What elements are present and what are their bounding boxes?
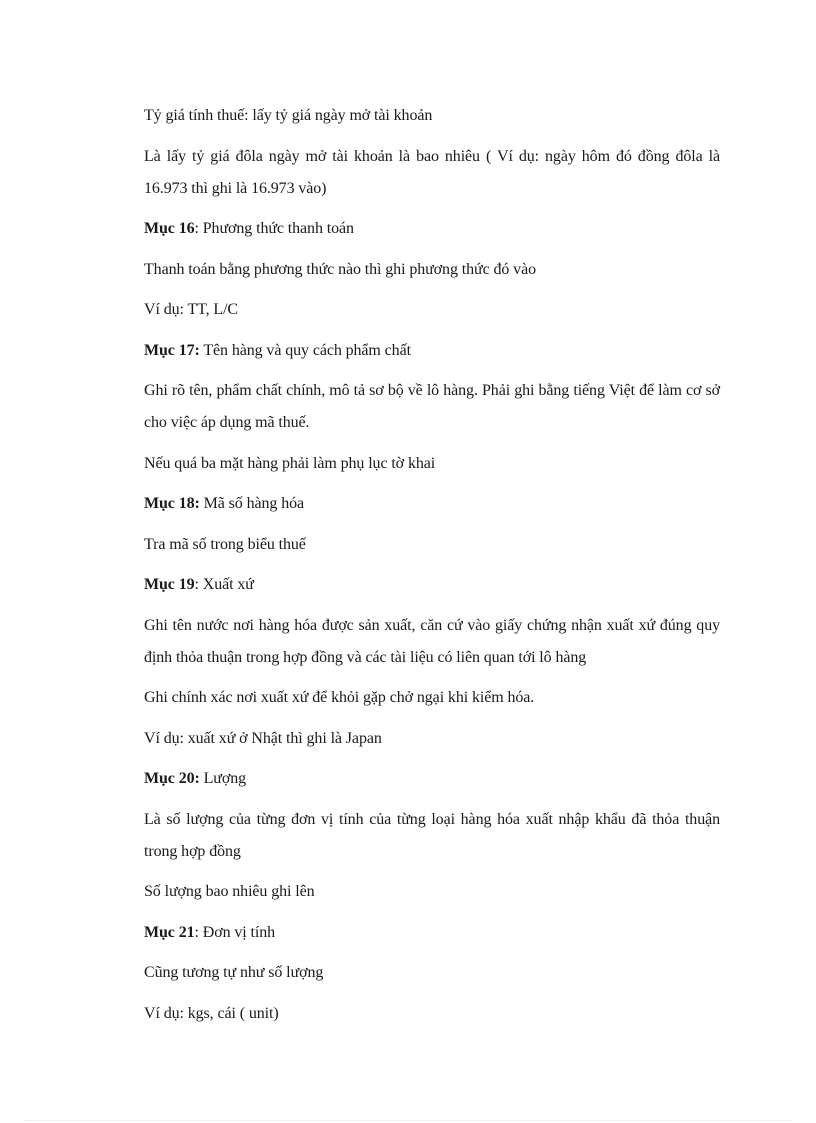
section-title: Lượng (199, 770, 247, 787)
section-number: Mục 18: (144, 495, 200, 512)
paragraph-appendix-note: Nếu quá ba mặt hàng phải làm phụ lục tờ khai (144, 454, 436, 472)
section-title: Tên hàng và quy cách phẩm chất (199, 341, 411, 359)
section-number: Mục 16 (144, 220, 195, 237)
paragraph-unit-example: Ví dụ: kgs, cái ( unit) (144, 1004, 279, 1022)
page-bottom-divider (24, 1120, 792, 1121)
section-heading-17 (144, 335, 720, 367)
section-title: : Đơn vị tính (194, 923, 276, 941)
paragraph-unit-description: Cũng tương tự như số lượng (144, 964, 324, 981)
paragraph-exchange-rate-explanation: Là lấy tỷ giá đôla ngày mở tài khoản là bao nhiêu ( Ví dụ: ngày hôm đó đồng đôla là 16.973 thì ghi là 16.973 vào) (144, 147, 720, 197)
paragraph-goods-description: Ghi rõ tên, phẩm chất chính, mô tả sơ bộ về lô hàng. Phải ghi bằng tiếng Việt để làm cơ sở cho việc áp dụng mã thuế. (144, 382, 720, 431)
paragraph-exchange-rate: Tỷ giá tính thuế: lấy tỷ giá ngày mở tài khoản (144, 107, 433, 124)
paragraph-quantity-note: Số lượng bao nhiêu ghi lên (144, 883, 315, 900)
section-number: Mục 17: (144, 341, 200, 359)
document-body (144, 100, 720, 1038)
paragraph-origin-example: Ví dụ: xuất xứ ở Nhật thì ghi là Japan (144, 729, 382, 747)
paragraph-origin-description: Ghi tên nước nơi hàng hóa được sản xuất, căn cứ vào giấy chứng nhận xuất xứ đúng quy định thỏa thuận trong hợp đồng và các tài liệu có liên quan tới lô hàng (144, 616, 720, 666)
section-heading-21 (144, 917, 720, 949)
section-number: Mục 20: (144, 770, 200, 787)
section-heading-19 (144, 569, 720, 601)
paragraph-hs-code: Tra mã số trong biểu thuế (144, 535, 306, 553)
section-number: Mục 19 (144, 576, 195, 593)
paragraph-quantity-description: Là số lượng của từng đơn vị tính của từng loại hàng hóa xuất nhập khẩu đã thỏa thuận trong hợp đồng (144, 810, 720, 860)
paragraph-payment-method: Thanh toán bằng phương thức nào thì ghi phương thức đó vào (144, 260, 536, 278)
section-title: : Phương thức thanh toán (194, 220, 354, 237)
paragraph-origin-accuracy: Ghi chính xác nơi xuất xứ để khỏi gặp chở ngại khi kiểm hóa. (144, 689, 535, 706)
section-heading-16 (144, 213, 720, 245)
paragraph-payment-example: Ví dụ: TT, L/C (144, 301, 239, 318)
section-heading-18 (144, 488, 720, 520)
section-number: Mục 21 (144, 923, 195, 941)
section-title: : Xuất xứ (194, 576, 254, 593)
section-heading-20 (144, 763, 720, 795)
section-title: Mã số hàng hóa (199, 495, 304, 512)
